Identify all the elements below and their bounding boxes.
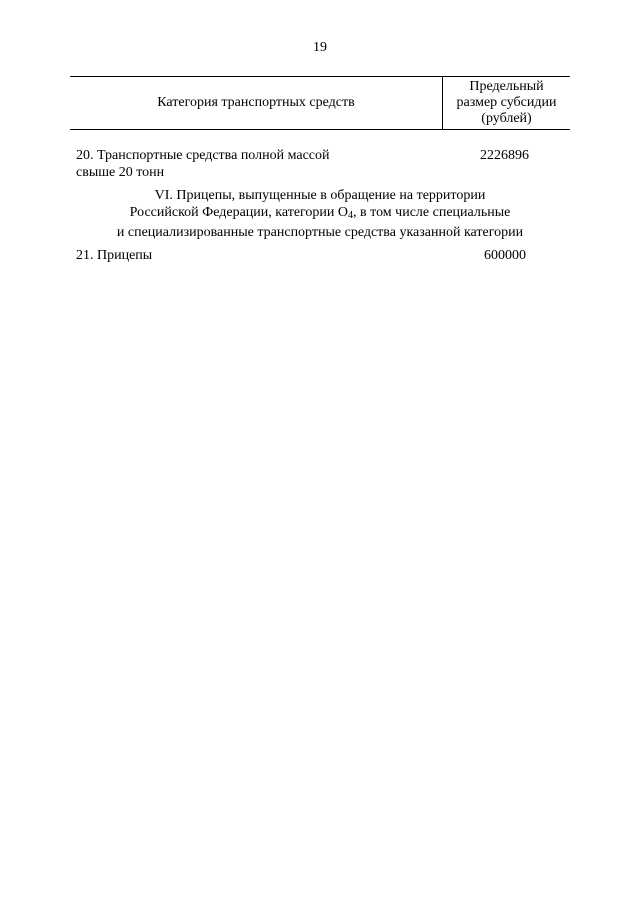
row-21-value: 600000	[484, 248, 526, 263]
row-20-label	[76, 147, 416, 181]
header-max-subsidy	[443, 79, 570, 127]
section-vi-line2-subscript: 4	[348, 210, 354, 221]
row-20-label-line2: свыше 20 тонн	[76, 165, 165, 180]
header-max-subsidy-line1: Предельный	[469, 79, 544, 94]
subsidy-table	[70, 76, 570, 263]
section-vi-line1: VI. Прицепы, выпущенные в обращение на территории	[154, 188, 486, 203]
header-category: Категория транспортных средств	[157, 95, 355, 110]
header-max-subsidy-line2: размер субсидии	[456, 95, 557, 110]
page-number: 19	[313, 40, 327, 55]
row-21-label: 21. Прицепы	[76, 248, 153, 263]
table-header	[70, 76, 570, 130]
row-20-label-line1: 20. Транспортные средства полной массой	[76, 148, 330, 163]
row-20-value: 2226896	[480, 148, 529, 163]
section-vi-line2-start: Российской Федерации, категории O	[129, 205, 349, 220]
section-vi-title	[70, 187, 570, 241]
section-vi-line3: и специализированные транспортные средства указанной категории	[116, 225, 524, 240]
section-vi-line2-end: , в том числе специальные	[353, 205, 511, 220]
header-max-subsidy-line3: (рублей)	[481, 111, 532, 126]
section-vi-line2	[70, 204, 570, 224]
